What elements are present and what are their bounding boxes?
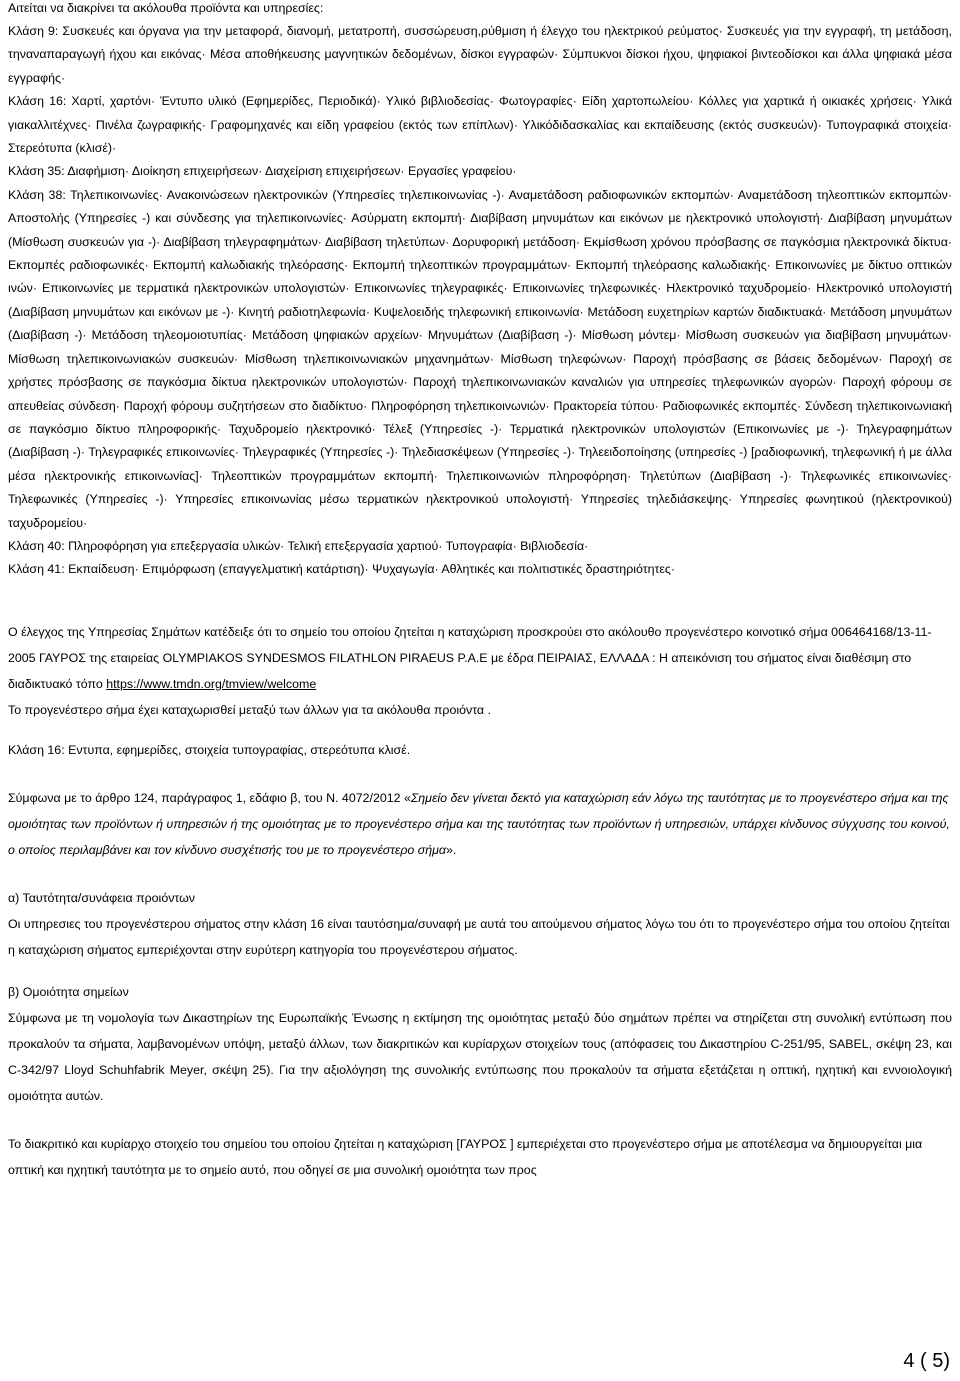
section-a-text: Οι υπηρεσιες του προγενέστερου σήματος στην κλάση 16 είναι ταυτόσημα/συναφή με αυτά του αιτούμενου σήματος λόγω του ότι το προγενέστερο σήμα του οποίου ζητείται η καταχώριση σήματος εμπεριέχονται στην ευρύτερη κατηγορία του προγενέστερου σήματος.	[8, 916, 950, 957]
conflict-paragraph	[8, 619, 952, 697]
conflict-text: Ο έλεγχος της Υπηρεσίας Σημάτων κατέδειξε ότι το σημείο του οποίου ζητείται η καταχώριση προσκρούει στο ακόλουθο προγενέστερο κοινοτικό σήμα 006464168/13-11-2005 ΓΑΥΡΟΣ της εταιρείας OLYMPIAKOS SYNDESMOS FILATHLON PIRAEUS P.A.E με έδρα ΠΕΙΡΑΙΑΣ, ΕΛΛΑΔΑ : Η απεικόνιση του σήματος είναι διαθέσιμη στο διαδικτυακό τόπο	[8, 624, 932, 691]
registered-line: Το προγενέστερο σήμα έχει καταχωρισθεί μεταξύ των άλλων για τα ακόλουθα προιόντα .	[8, 702, 491, 717]
page-number: 4 ( 5)	[903, 1350, 950, 1372]
conclusion-text: Το διακριτικό και κυρίαρχο στοιχείο του σημείου του οποίου ζητείται η καταχώριση [ΓΑΥΡΟΣ ] εμπεριέχεται στο προγενέστερο σήμα με αποτέλεσμα να δημιουργείται μια οπτική και ηχητική ταυτότητα με το σημείο αυτό, που οδηγεί σε μια συνολική ομοιότητα των προς	[8, 1136, 923, 1177]
class-40: Κλάση 40: Πληροφόρηση για επεξεργασία υλικών· Τελική επεξεργασία χαρτιού· Τυπογραφία· Βιβλιοδεσία·	[8, 538, 589, 553]
class-38: Κλάση 38: Τηλεπικοινωνίες· Ανακοινώσεων ηλεκτρονικών (Υπηρεσίες τηλεπικοινωνίας -)· Αναμετάδοση ραδιοφωνικών εκπομπών· Αναμετάδοση τηλεοπτικών εκπομπών· Αποστολής (Υπηρεσίες -) και σύνδεσης για τηλεπικοινωνίες· Ασύρματη εκπομπή· Διαβίβαση μηνυμάτων και εικόνων με ηλεκτρονικό υπολογιστή· Διαβίβαση μηνυμάτων (Μίσθωση συσκευών για -)· Διαβίβαση τηλεγραφημάτων· Διαβίβαση τηλετύπων· Δορυφορική μετάδοση· Εκμίσθωση χρόνου πρόσβασης σε παγκόσμια ηλεκτρονικά δίκτυα· Εκπομπές ραδιοφωνικές· Εκπομπή καλωδιακής τηλεόρασης· Εκπομπή τηλεοπτικών προγραμμάτων· Εκπομπή τηλεόρασης καλωδιακής· Επικοινωνίες με δίκτυο οπτικών ινών· Επικοινωνίες με τερματικά ηλεκτρονικών υπολογιστών· Επικοινωνίες τηλεγραφικές· Επικοινωνίες τηλεφωνικές· Ηλεκτρονικό ταχυδρομείο· Ηλεκτρονικό υπολογιστή (Διαβίβαση μηνυμάτων και εικόνων με -)· Κινητή ραδιοτηλεφωνία· Κυψελοειδής τηλεφωνική επικοινωνία· Μετάδοση ευχετηρίων καρτών διαδικτυακά· Μετάδοση μηνυμάτων (Διαβίβαση -)· Μετάδοση τηλεομοιοτυπίας· Μετάδοση ψηφιακών αρχείων· Μηνυμάτων (Διαβίβαση -)· Μίσθωση μόντεμ· Μίσθωση συσκευών για διαβίβαση μηνυμάτων· Μίσθωση τηλεπικοινωνιακών συσκευών· Μίσθωση τηλεπικοινωνιακών μηχανημάτων· Μίσθωση τηλεφώνων· Παροχή πρόσβασης σε βάσεις δεδομένων· Παροχή σε χρήστες πρόσβασης σε παγκόσμια δίκτυα ηλεκτρονικών υπολογιστών· Παροχή τηλεπικοινωνιακών καναλιών για υπηρεσίες τηλεφωνικών αγορών· Παροχή φόρουμ σε απευθείας σύνδεση· Παροχή φόρουμ συζητήσεων στο διαδίκτυο· Πληροφόρηση τηλεπικοινωνιών· Πρακτορεία τύπου· Ραδιοφωνικές εκπομπές· Σύνδεση τηλεπικοινωνιακή σε παγκόσμιο δίκτυο πληροφορικής· Ταχυδρομείο ηλεκτρονικό· Τέλεξ (Υπηρεσίες -)· Τερματικά ηλεκτρονικών υπολογιστών (Επικοινωνίες με -)· Τηλεγραφημάτων (Διαβίβαση -)· Τηλεγραφικές επικοινωνίες· Τηλεγραφικές (Υπηρεσίες -)· Τηλεδιασκέψεων (Υπηρεσίες -)· Τηλεειδοποίησης (υπηρεσίες -) [ραδιοφωνική, τηλεφωνική ή με άλλα μέσα ηλεκτρονικής επικοινωνίας]· Τηλεοπτικών προγραμμάτων εκπομπή· Τηλεπικοινωνιών πληροφόρηση· Τηλετύπων (Διαβίβαση -)· Τηλεφωνικές επικοινωνίες· Τηλεφωνικές (Υπηρεσίες -)· Υπηρεσίες επικοινωνίας μέσω τερματικών ηλεκτρονικού υπολογιστή· Υπηρεσίες τηλεδιάσκεψης· Υπηρεσίες φωνητικού (ηλεκτρονικού) ταχυδρομείου·	[8, 187, 952, 530]
earlier-class: Κλάση 16: Εντυπα, εφημερίδες, στοιχεία τυπογραφίας, στερεότυπα κλισέ.	[8, 742, 411, 757]
class-list	[8, 20, 952, 582]
legal-paragraph	[8, 785, 952, 863]
class-9: Κλάση 9: Συσκευές και όργανα για την μεταφορά, διανομή, μετατροπή, συσσώρευση,ρύθμιση ή έλεγχο του ηλεκτρικού ρεύματος· Συσκευές για την εγγραφή, τη μετάδοση, τηναναπαραγωγή ήχου και εικόνας· Μέσα αποθήκευσης μαγνητικών δεδομένων, δίσκοι εγγραφών· Σύμπυκνοι δίσκοι ήχου, ψηφιακοί βιντεοδίσκοι και άλλα ψηφιακά μέσα εγγραφής·	[8, 24, 952, 85]
legal-prefix: Σύμφωνα με το άρθρο 124, παράγραφος 1, εδάφιο β, του Ν. 4072/2012 «	[8, 790, 411, 805]
legal-suffix: ».	[445, 842, 457, 857]
legal-quote: Σημείο δεν γίνεται δεκτό για καταχώριση εάν λόγω της ταυτότητας με το προγενέστερο σήμα και της ομοιότητας των προϊόντων ή υπηρεσιών ή της ομοιότητας με το προγενέστερο σήμα και της ταυτότητας των προϊόντων ή υπηρεσιών, υπάρχει κίνδυνος σύγχυσης του κοινού, ο οποίος περιλαμβάνει και τον κίνδυνο συσχέτισής του με το προγενέστερο σήμα	[8, 790, 950, 857]
class-35: Κλάση 35: Διαφήμιση· Διοίκηση επιχειρήσεων· Διαχείριση επιχειρήσεων· Εργασίες γραφείου·	[8, 164, 517, 179]
document-page	[8, 0, 952, 1183]
section-a-heading: α) Ταυτότητα/συνάφεια προιόντων	[8, 890, 195, 905]
section-b-heading: β) Ομοιότητα σημείων	[8, 984, 129, 999]
section-b-text: Σύμφωνα με τη νομολογία των Δικαστηρίων της Ευρωπαϊκής Ένωσης η εκτίμηση της ομοιότητας μεταξύ δύο σημάτων πρέπει να στηρίζεται στη συνολική εντύπωση που προκαλούν τα σήματα, λαμβανομένων υπόψη, μεταξύ άλλων, των διακριτικών και κυρίαρχων στοιχείων τους (απόφασεις του Δικαστηρίου C-251/95, SABEL, σκέψη 23, και C-342/97 Lloyd Schuhfabrik Meyer, σκέψη 25). Για την αξιολόγηση της συνολικής εντύπωσης που προκαλούν τα σήματα εξετάζεται η οπτική, ηχητική και εννοιολογική ομοιότητα αυτών.	[8, 1010, 952, 1103]
tmview-link[interactable]: https://www.tmdn.org/tmview/welcome	[106, 676, 317, 691]
intro-text: Αιτείται να διακρίνει τα ακόλουθα προϊόντα και υπηρεσίες:	[8, 1, 324, 15]
class-16: Κλάση 16: Χαρτί, χαρτόνι· Έντυπο υλικό (Εφημερίδες, Περιοδικά)· Υλικό βιβλιοδεσίας· Φωτογραφίες· Είδη χαρτοπωλείου· Κόλλες για χαρτικά ή οικιακές χρήσεις· Υλικά γιακαλλιτέχνες· Πινέλα ζωγραφικής· Γραφομηχανές και είδη γραφείου (εκτός των επίπλων)· Υλικόδιδασκαλίας και εκπαίδευσης (εκτός συσκευών)· Τυπογραφικά στοιχεία· Στερεότυπα (κλισέ)·	[8, 94, 952, 156]
class-41: Κλάση 41: Εκπαίδευση· Επιμόρφωση (επαγγελματική κατάρτιση)· Ψυχαγωγία· Αθλητικές και πολιτιστικές δραστηριότητες·	[8, 562, 676, 577]
